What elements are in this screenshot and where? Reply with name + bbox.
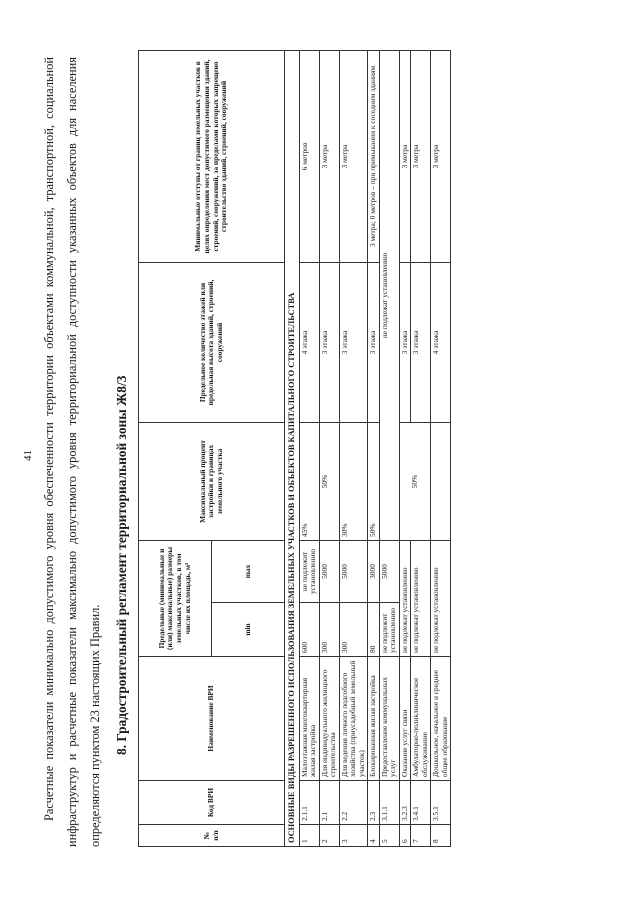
section-title: 8. Градостроительный регламент территориальной зоны Ж8/3 <box>114 375 129 755</box>
cell-areas-merged: не подлежат установлению <box>399 540 411 656</box>
cell-code: 3.4.1 <box>411 781 431 825</box>
table-row <box>379 50 399 846</box>
cell-floors: 3 этажа <box>339 262 368 422</box>
cell-params-merged: не подлежат установлению <box>379 50 399 540</box>
cell-floors: 3 этажа <box>411 262 431 422</box>
cell-code: 2.1.1 <box>299 781 319 825</box>
cell-setback: 3 метра <box>431 50 451 262</box>
cell-max: 5000 <box>379 540 399 602</box>
table-row <box>431 50 451 846</box>
cell-num: 2 <box>319 825 339 847</box>
cell-setback: 3 метра <box>339 50 368 262</box>
cell-name: Дошкольное, начальное и среднее общее образование <box>431 657 451 781</box>
cell-setback: 3 метра <box>319 50 339 262</box>
table-header-row <box>139 50 212 846</box>
cell-floors: 4 этажа <box>431 262 451 422</box>
cell-name: Для ведения личного подсобного хозяйства (приусадебный земельный участок) <box>339 657 368 781</box>
header-code: Код ВРИ <box>139 781 285 825</box>
cell-coverage: 45% <box>299 422 319 540</box>
cell-min: 80 <box>368 603 380 657</box>
body-paragraph: Расчетные показатели минимально допустимого уровня обеспеченности территории объектами коммунальной, транспортной, социальной инфраструктур и расчетные показатели максимально допустимого уровня территориальной доступности указанных объектов для населения определяются пунктом 23 настоящих Правил. <box>42 57 102 847</box>
header-max: max <box>212 540 285 602</box>
cell-num: 5 <box>379 825 399 847</box>
header-num: № п/п <box>139 825 285 847</box>
cell-coverage: 30% <box>339 422 368 540</box>
cell-coverage <box>431 422 451 540</box>
table-row <box>368 50 380 846</box>
cell-coverage: 50% <box>368 422 380 540</box>
header-min: min <box>212 603 285 657</box>
cell-code: 3.5.1 <box>431 781 451 825</box>
table-row <box>339 50 368 846</box>
cell-num: 1 <box>299 825 319 847</box>
cell-floors: 3 этажа <box>368 262 380 422</box>
cell-num: 4 <box>368 825 380 847</box>
cell-max: 5000 <box>339 540 368 602</box>
cell-floors: 3 этажа <box>399 262 411 422</box>
section-label: ОСНОВНЫЕ ВИДЫ РАЗРЕШЕННОГО ИСПОЛЬЗОВАНИЯ ЗЕМЕЛЬНЫХ УЧАСТКОВ И ОБЪЕКТОВ КАПИТАЛЬНОГО СТРОИТЕЛЬСТВА <box>285 50 300 846</box>
cell-floors: 3 этажа <box>319 262 339 422</box>
header-area-group: Предельные (минимальные и (или) максимальные) размеры земельных участков, в том числе их площадь, м² <box>139 540 212 656</box>
header-name: Наименование ВРИ <box>139 657 285 781</box>
cell-code: 2.3 <box>368 781 380 825</box>
cell-max: 5000 <box>319 540 339 602</box>
cell-min: не подлежит установлению <box>379 603 399 657</box>
cell-name: Предоставление коммунальных услуг <box>379 657 399 781</box>
cell-min: 300 <box>339 603 368 657</box>
cell-min: 600 <box>299 603 319 657</box>
table-section-row <box>285 50 300 846</box>
cell-code: 3.2.3 <box>399 781 411 825</box>
regulation-table <box>138 50 451 847</box>
cell-setback: 3 метра; 0 метров – при примыкании к соседним зданиям <box>368 50 380 262</box>
table-row <box>399 50 411 846</box>
cell-setback: 6 метров <box>299 50 319 262</box>
cell-min: 300 <box>319 603 339 657</box>
cell-num: 3 <box>339 825 368 847</box>
cell-setback: 3 метра <box>399 50 411 262</box>
cell-num: 8 <box>431 825 451 847</box>
cell-name: Амбулаторно-поликлиническое обслуживание <box>411 657 431 781</box>
cell-name: Малоэтажная многоквартирная жилая застройка <box>299 657 319 781</box>
table-row <box>319 50 339 846</box>
cell-num: 6 <box>399 825 411 847</box>
cell-max: 3000 <box>368 540 380 602</box>
cell-name: Для индивидуального жилищного строительства <box>319 657 339 781</box>
table-row <box>299 50 319 846</box>
page-number: 41 <box>22 450 34 461</box>
cell-name: Оказание услуг связи <box>399 657 411 781</box>
cell-code: 2.1 <box>319 781 339 825</box>
cell-coverage-merged: 50% <box>399 422 431 540</box>
cell-name: Блокированная жилая застройка <box>368 657 380 781</box>
header-floors: Предельное количество этажей или предельная высота зданий, строений, сооружений <box>139 262 285 422</box>
cell-max: не подлежит установлению <box>299 540 319 602</box>
header-coverage: Максимальный процент застройки в границах земельного участка <box>139 422 285 540</box>
cell-areas-merged: не подлежат установлению <box>411 540 431 656</box>
cell-setback: 3 метра <box>411 50 431 262</box>
cell-num: 7 <box>411 825 431 847</box>
cell-areas-merged: не подлежат установлению <box>431 540 451 656</box>
cell-coverage: 50% <box>319 422 339 540</box>
cell-floors: 4 этажа <box>299 262 319 422</box>
header-setback: Минимальные отступы от границ земельных участков в целях определения мест допустимого размещения зданий, строений, сооружений, за пределами которых запрещено строительство зданий, строений, сооружений <box>139 50 285 262</box>
cell-code: 3.1.1 <box>379 781 399 825</box>
cell-code: 2.2 <box>339 781 368 825</box>
